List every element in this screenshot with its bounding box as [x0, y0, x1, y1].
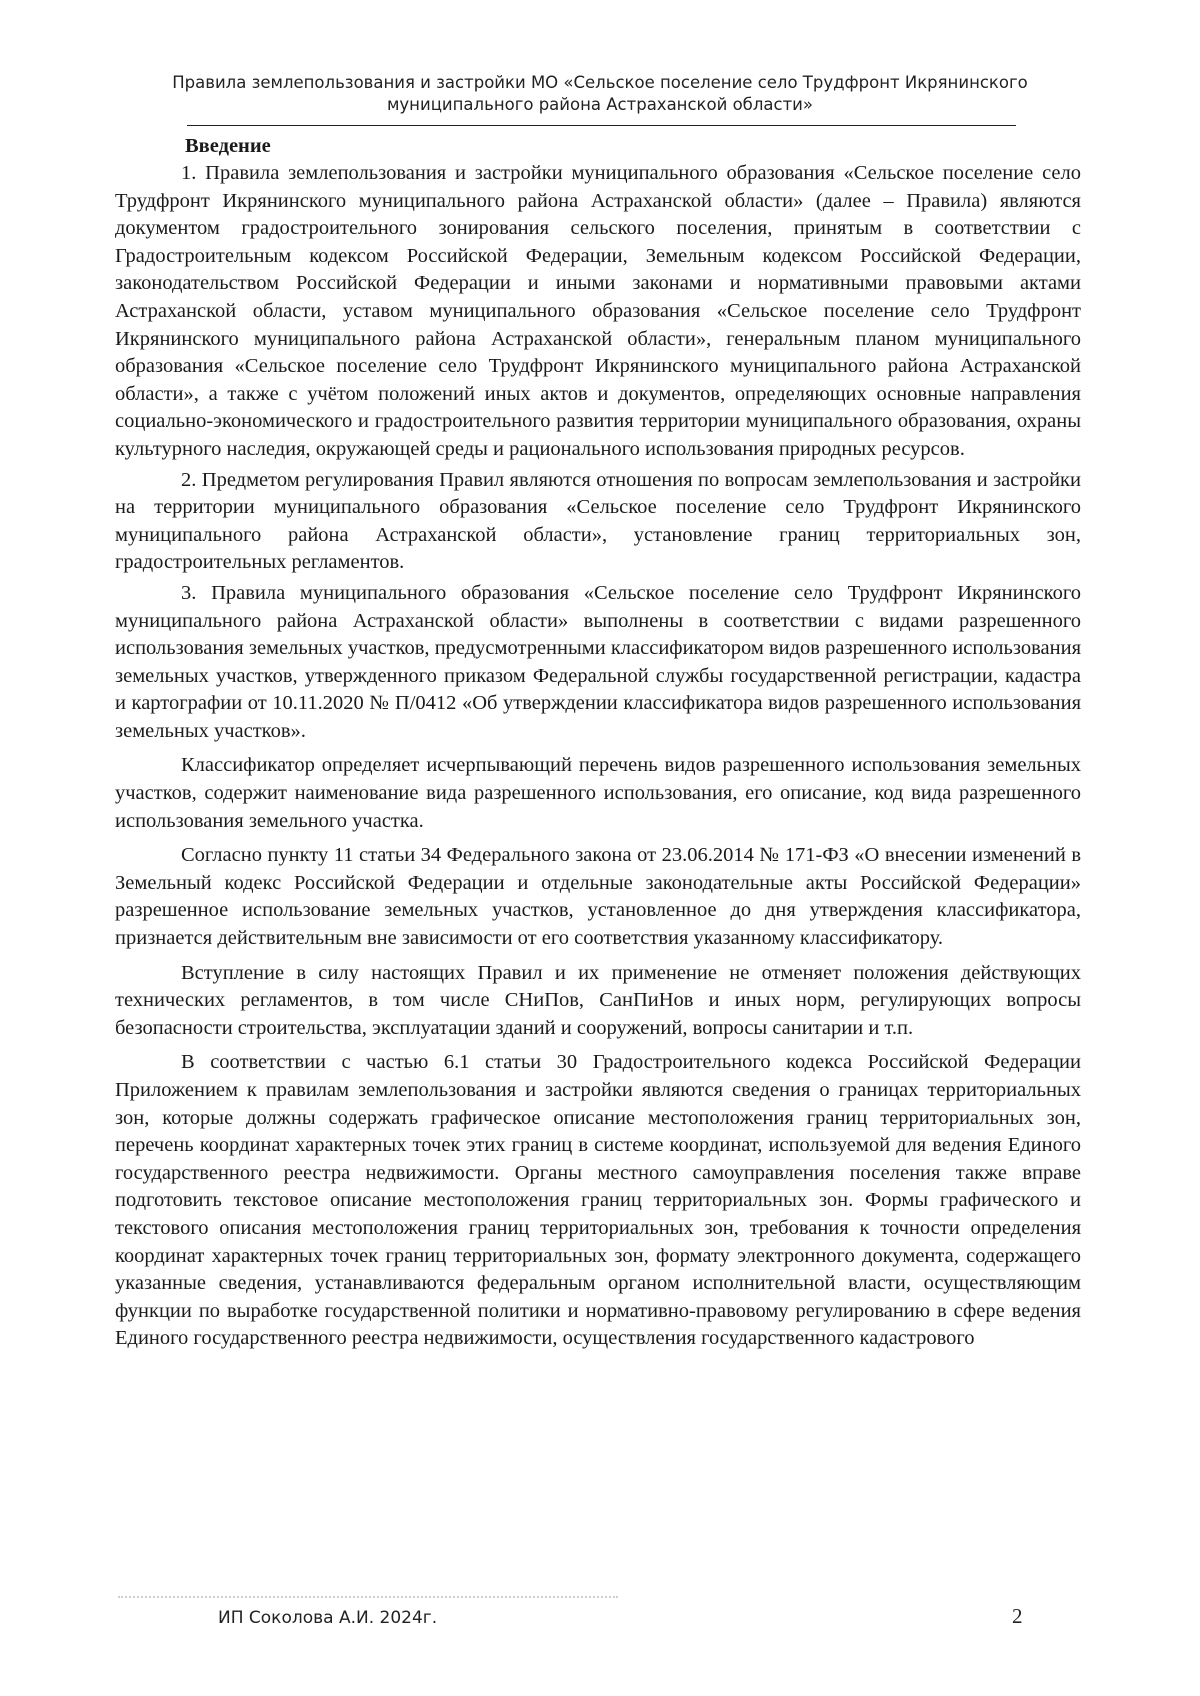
paragraph-classifier: Классификатор определяет исчерпывающий перечень видов разрешенного использования земельных участков, содержит наименование вида разрешенного использования, его описание, код вида разрешенного использования земельного участка.: [115, 754, 1081, 832]
footer-divider: [118, 1596, 618, 1602]
paragraph-regulations: Вступление в силу настоящих Правил и их применение не отменяет положения действующих технических регламентов, в том числе СНиПов, СанПиНов и иных норм, регулирующих вопросы безопасности строительства, эксплуатации зданий и сооружений, вопросы санитарии и т.п.: [115, 961, 1081, 1039]
header-divider: [187, 125, 1016, 126]
document-body: [115, 132, 1081, 1353]
paragraph-2: 2. Предметом регулирования Правил являются отношения по вопросам землепользования и застройки на территории муниципального образования «Сельское поселение село Трудфронт Икрянинского муниципального района Астраханской области», установление границ территориальных зон, градостроительных регламентов.: [115, 468, 1081, 574]
page-number: 2: [1012, 1604, 1023, 1628]
paragraph-3: 3. Правила муниципального образования «Сельское поселение село Трудфронт Икрянинского муниципального района Астраханской области» выполнены в соответствии с видами разрешенного использования земельных участков, предусмотренными классификатором видов разрешенного использования земельных участков, утвержденного приказом Федеральной службы государственной регистрации, кадастра и картографии от 10.11.2020 № П/0412 «Об утверждении классификатора видов разрешенного использования земельных участков».: [115, 581, 1081, 742]
section-title: Введение: [185, 135, 271, 157]
paragraph-appendix: В соответствии с частью 6.1 статьи 30 Градостроительного кодекса Российской Федерации Приложением к правилам землепользования и застройки являются сведения о границах территориальных зон, которые должны содержать графическое описание местоположения границ территориальных зон, перечень координат характерных точек этих границ в системе координат, используемой для ведения Единого государственного реестра недвижимости. Органы местного самоуправления поселения также вправе подготовить текстовое описание местоположения границ территориальных зон. Формы графического и текстового описания местоположения границ территориальных зон, требования к точности определения координат характерных точек границ территориальных зон, формату электронного документа, содержащего указанные сведения, устанавливаются федеральным органом исполнительной власти, осуществляющим функции по выработке государственной политики и нормативно-правовому регулированию в сфере ведения Единого государственного реестра недвижимости, осуществления государственного кадастрового: [115, 1051, 1081, 1350]
paragraph-federal-law: Согласно пункту 11 статьи 34 Федерального закона от 23.06.2014 № 171-ФЗ «О внесении изменений в Земельный кодекс Российской Федерации и отдельные законодательные акты Российской Федерации» разрешенное использование земельных участков, установленное до дня утверждения классификатора, признается действительным вне зависимости от его соответствия указанному классификатору.: [115, 844, 1081, 950]
running-header-line-2: муниципального района Астраханской области»: [386, 95, 814, 114]
paragraph-1: 1. Правила землепользования и застройки муниципального образования «Сельское поселение село Трудфронт Икрянинского муниципального района Астраханской области» (далее – Правила) являются документом градостроительного зонирования сельского поселения, принятым в соответствии с Градостроительным кодексом Российской Федерации, Земельным кодексом Российской Федерации, законодательством Российской Федерации и иными законами и нормативными правовыми актами Астраханской области, уставом муниципального образования «Сельское поселение село Трудфронт Икрянинского муниципального района Астраханской области», генеральным планом муниципального образования «Сельское поселение село Трудфронт Икрянинского муниципального района Астраханской области», а также с учётом положений иных актов и документов, определяющих основные направления социально-экономического и градостроительного развития территории муниципального образования, охраны культурного наследия, окружающей среды и рационального использования природных ресурсов.: [115, 162, 1081, 460]
running-header-line-1: Правила землепользования и застройки МО «Сельское поселение село Трудфронт Икрянинского: [172, 73, 1028, 92]
footer-author: ИП Соколова А.И. 2024г.: [218, 1608, 438, 1628]
running-header: [120, 72, 1080, 116]
